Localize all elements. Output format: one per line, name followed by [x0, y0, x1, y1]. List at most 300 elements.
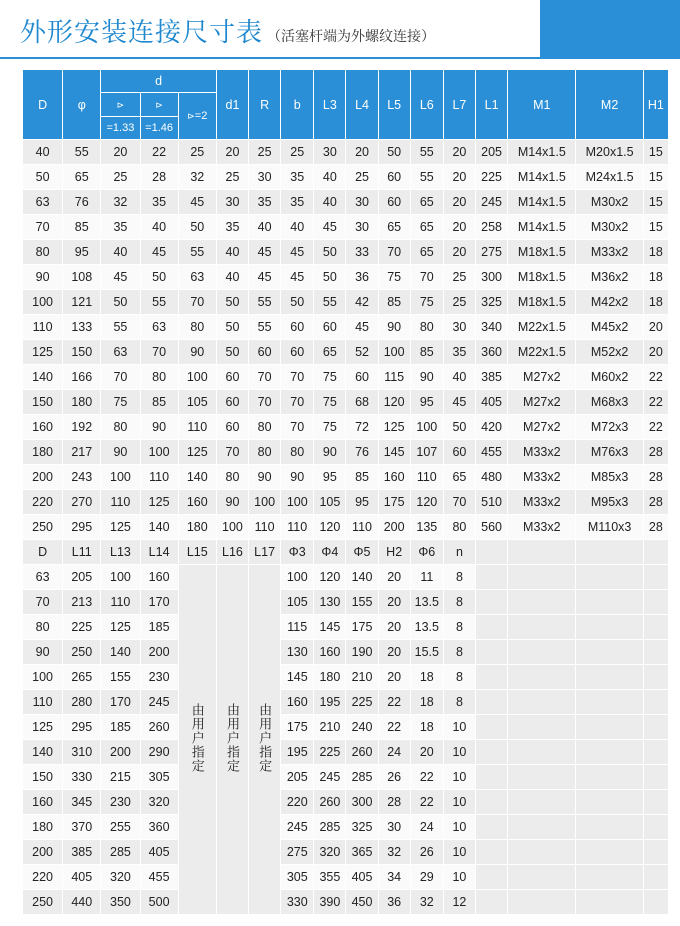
table-cell: 28	[378, 790, 410, 815]
table-cell: M33x2	[508, 440, 576, 465]
table-cell: 20	[378, 615, 410, 640]
table-cell: 70	[101, 365, 140, 390]
table-cell: M20x1.5	[576, 140, 643, 165]
table-cell: 70	[281, 415, 314, 440]
table-cell: 18	[643, 265, 668, 290]
table-cell: 70	[443, 490, 475, 515]
header-b: b	[281, 70, 314, 140]
table-cell: 20	[378, 565, 410, 590]
table-cell: 55	[63, 140, 101, 165]
table-cell: 100	[23, 665, 63, 690]
table-cell: 100	[410, 415, 443, 440]
table-cell: 26	[410, 840, 443, 865]
table-cell: 75	[314, 365, 346, 390]
table-cell: 30	[314, 140, 346, 165]
lower-header-cell: Φ3	[281, 540, 314, 565]
table-cell: 365	[346, 840, 378, 865]
table-row	[23, 565, 669, 590]
empty-cell	[576, 615, 643, 640]
table-cell: 8	[443, 565, 475, 590]
table-cell: 8	[443, 640, 475, 665]
table-cell: 80	[23, 240, 63, 265]
table-cell: 25	[249, 140, 281, 165]
table-cell: 90	[23, 265, 63, 290]
table-cell: 35	[443, 340, 475, 365]
table-cell: M27x2	[508, 390, 576, 415]
empty-cell	[576, 890, 643, 915]
user-specified-cell	[249, 565, 281, 915]
table-cell: 75	[314, 415, 346, 440]
table-cell: 90	[281, 465, 314, 490]
table-cell: 15	[643, 215, 668, 240]
table-cell: 100	[101, 565, 140, 590]
table-cell: 63	[23, 190, 63, 215]
table-cell: 60	[216, 365, 248, 390]
table-cell: 80	[23, 615, 63, 640]
table-cell: 320	[314, 840, 346, 865]
table-cell: 140	[178, 465, 216, 490]
table-cell: 195	[314, 690, 346, 715]
empty-cell	[643, 665, 668, 690]
table-cell: 355	[314, 865, 346, 890]
table-row	[23, 665, 669, 690]
table-cell: 28	[643, 515, 668, 540]
table-cell: 300	[476, 265, 508, 290]
table-cell: 40	[281, 215, 314, 240]
table-cell: 85	[140, 390, 178, 415]
table-cell: 290	[140, 740, 178, 765]
table-cell: M95x3	[576, 490, 643, 515]
table-cell: 70	[410, 265, 443, 290]
table-cell: M52x2	[576, 340, 643, 365]
table-cell: 55	[410, 165, 443, 190]
empty-cell	[508, 590, 576, 615]
table-cell: 510	[476, 490, 508, 515]
table-cell: 140	[346, 565, 378, 590]
table-cell: 65	[378, 215, 410, 240]
table-row	[23, 490, 669, 515]
header-L1: L1	[476, 70, 508, 140]
table-cell: 24	[410, 815, 443, 840]
table-row	[23, 240, 669, 265]
table-cell: 35	[249, 190, 281, 215]
table-cell: 75	[410, 290, 443, 315]
table-cell: 300	[346, 790, 378, 815]
table-cell: 85	[378, 290, 410, 315]
empty-cell	[508, 890, 576, 915]
table-cell: 45	[346, 315, 378, 340]
table-cell: 30	[249, 165, 281, 190]
table-cell: 200	[101, 740, 140, 765]
table-cell: 22	[378, 690, 410, 715]
table-cell: 50	[101, 290, 140, 315]
empty-cell	[476, 865, 508, 890]
empty-cell	[576, 590, 643, 615]
table-cell: 35	[281, 165, 314, 190]
header-d: d	[101, 70, 217, 93]
table-cell: M110x3	[576, 515, 643, 540]
table-cell: 180	[23, 440, 63, 465]
lower-body	[23, 540, 669, 915]
table-cell: 10	[443, 765, 475, 790]
table-cell: 115	[378, 365, 410, 390]
table-cell: 90	[101, 440, 140, 465]
table-row	[23, 215, 669, 240]
table-cell: 245	[140, 690, 178, 715]
table-cell: 190	[346, 640, 378, 665]
table-cell: 40	[216, 240, 248, 265]
table-cell: 285	[314, 815, 346, 840]
empty-cell	[643, 890, 668, 915]
table-cell: 110	[101, 490, 140, 515]
title-subtitle: （活塞杆端为外螺纹连接）	[267, 28, 436, 44]
table-cell: 405	[140, 840, 178, 865]
empty-cell	[508, 840, 576, 865]
table-cell: 125	[140, 490, 178, 515]
empty-cell	[508, 640, 576, 665]
table-cell: 24	[378, 740, 410, 765]
table-cell: 105	[281, 590, 314, 615]
table-cell: 80	[249, 440, 281, 465]
table-row	[23, 765, 669, 790]
table-cell: 40	[249, 215, 281, 240]
header-L7: L7	[443, 70, 475, 140]
table-cell: 170	[140, 590, 178, 615]
table-cell: 15	[643, 140, 668, 165]
table-cell: 245	[314, 765, 346, 790]
table-cell: 160	[178, 490, 216, 515]
table-cell: 215	[101, 765, 140, 790]
empty-cell	[476, 590, 508, 615]
table-cell: 125	[23, 715, 63, 740]
table-cell: 350	[101, 890, 140, 915]
table-cell: 15	[643, 165, 668, 190]
table-cell: 150	[23, 765, 63, 790]
table-cell: 50	[281, 290, 314, 315]
empty-cell	[508, 790, 576, 815]
table-cell: 25	[216, 165, 248, 190]
table-cell: 18	[410, 690, 443, 715]
table-cell: 20	[378, 665, 410, 690]
d-ratio-3: =2	[194, 110, 208, 122]
table-cell: 8	[443, 590, 475, 615]
table-cell: 60	[249, 340, 281, 365]
table-cell: 60	[346, 365, 378, 390]
empty-cell	[508, 865, 576, 890]
table-cell: 80	[410, 315, 443, 340]
table-cell: 20	[443, 140, 475, 165]
table-cell: 60	[378, 165, 410, 190]
table-cell: 385	[476, 365, 508, 390]
table-cell: 260	[140, 715, 178, 740]
table-cell: 60	[378, 190, 410, 215]
table-cell: 150	[23, 390, 63, 415]
table-cell: 55	[249, 315, 281, 340]
empty-cell	[508, 690, 576, 715]
d-ratio-2: =1.46	[140, 117, 178, 140]
table-cell: 50	[378, 140, 410, 165]
table-cell: 20	[443, 190, 475, 215]
table-cell: M60x2	[576, 365, 643, 390]
table-cell: 10	[443, 865, 475, 890]
table-cell: 180	[63, 390, 101, 415]
table-cell: 145	[314, 615, 346, 640]
table-cell: 280	[63, 690, 101, 715]
table-cell: 45	[249, 240, 281, 265]
table-cell: 20	[101, 140, 140, 165]
empty-cell	[576, 640, 643, 665]
table-cell: 50	[140, 265, 178, 290]
table-cell: 45	[140, 240, 178, 265]
table-cell: 160	[378, 465, 410, 490]
table-cell: 36	[346, 265, 378, 290]
table-cell: 110	[281, 515, 314, 540]
table-cell: 68	[346, 390, 378, 415]
table-cell: 80	[216, 465, 248, 490]
header-H1: H1	[643, 70, 668, 140]
table-cell: 390	[314, 890, 346, 915]
table-cell: 20	[443, 165, 475, 190]
empty-cell	[476, 815, 508, 840]
table-cell: 33	[346, 240, 378, 265]
table-cell: 10	[443, 840, 475, 865]
title-main: 外形安装连接尺寸表	[20, 17, 264, 47]
lower-header-cell: Φ4	[314, 540, 346, 565]
empty-cell	[643, 590, 668, 615]
table-cell: 140	[23, 365, 63, 390]
table-cell: 22	[410, 790, 443, 815]
table-cell: 160	[23, 415, 63, 440]
table-cell: 75	[314, 390, 346, 415]
table-cell: 40	[140, 215, 178, 240]
table-row	[23, 615, 669, 640]
table-cell: M14x1.5	[508, 215, 576, 240]
table-cell: 18	[410, 715, 443, 740]
table-cell: 210	[346, 665, 378, 690]
table-row	[23, 690, 669, 715]
empty-cell	[643, 640, 668, 665]
table-cell: 110	[346, 515, 378, 540]
table-cell: 20	[346, 140, 378, 165]
empty-cell	[576, 815, 643, 840]
user-specified-cell	[178, 565, 216, 915]
ratio-symbol-icon: ⊳	[101, 93, 140, 117]
table-cell: 28	[643, 440, 668, 465]
empty-cell	[576, 840, 643, 865]
table-cell: 120	[314, 515, 346, 540]
empty-cell	[476, 890, 508, 915]
table-cell: 120	[410, 490, 443, 515]
table-cell: 52	[346, 340, 378, 365]
table-cell: 130	[314, 590, 346, 615]
table-cell: 50	[216, 340, 248, 365]
table-row	[23, 390, 669, 415]
table-cell: 160	[314, 640, 346, 665]
table-cell: 230	[101, 790, 140, 815]
lower-header-cell: L14	[140, 540, 178, 565]
table-cell: 45	[281, 265, 314, 290]
table-cell: M18x1.5	[508, 290, 576, 315]
table-cell: 185	[140, 615, 178, 640]
table-cell: 25	[443, 265, 475, 290]
table-cell: M30x2	[576, 190, 643, 215]
table-cell: 75	[378, 265, 410, 290]
table-cell: 18	[643, 240, 668, 265]
table-cell: 500	[140, 890, 178, 915]
empty-cell	[508, 740, 576, 765]
table-cell: 245	[281, 815, 314, 840]
table-cell: 405	[476, 390, 508, 415]
table-cell: 250	[23, 890, 63, 915]
table-cell: 95	[346, 490, 378, 515]
table-cell: M85x3	[576, 465, 643, 490]
upper-header	[23, 70, 669, 140]
table-cell: 20	[643, 340, 668, 365]
table-cell: 90	[378, 315, 410, 340]
lower-header-cell: Φ5	[346, 540, 378, 565]
header-L6: L6	[410, 70, 443, 140]
empty-cell	[476, 615, 508, 640]
empty-cell	[576, 765, 643, 790]
table-cell: 30	[443, 315, 475, 340]
table-cell: 340	[476, 315, 508, 340]
table-cell: 55	[140, 290, 178, 315]
table-cell: 95	[314, 465, 346, 490]
table-cell: 440	[63, 890, 101, 915]
table-cell: 22	[643, 365, 668, 390]
table-cell: 100	[281, 565, 314, 590]
table-cell: 10	[443, 815, 475, 840]
table-cell: 265	[63, 665, 101, 690]
table-cell: M24x1.5	[576, 165, 643, 190]
title-bar	[0, 0, 680, 58]
table-cell: 360	[140, 815, 178, 840]
table-cell: 20	[643, 315, 668, 340]
table-row	[23, 315, 669, 340]
table-cell: 45	[443, 390, 475, 415]
lower-header-row	[23, 540, 669, 565]
table-cell: 28	[643, 490, 668, 515]
table-cell: M68x3	[576, 390, 643, 415]
table-cell: 28	[140, 165, 178, 190]
lower-header-cell: D	[23, 540, 63, 565]
table-cell: 295	[63, 515, 101, 540]
table-cell: 60	[216, 415, 248, 440]
table-cell: 55	[249, 290, 281, 315]
table-row	[23, 340, 669, 365]
table-cell: 60	[281, 315, 314, 340]
lower-header-cell: L15	[178, 540, 216, 565]
table-cell: 65	[410, 215, 443, 240]
table-cell: 245	[476, 190, 508, 215]
page-title	[20, 12, 435, 49]
table-cell: 85	[63, 215, 101, 240]
table-cell: 50	[178, 215, 216, 240]
table-cell: M22x1.5	[508, 340, 576, 365]
empty-cell	[576, 565, 643, 590]
empty-cell	[508, 615, 576, 640]
table-cell: M33x2	[508, 465, 576, 490]
table-cell: 160	[23, 790, 63, 815]
table-cell: 40	[101, 240, 140, 265]
table-cell: 295	[63, 715, 101, 740]
header-L3: L3	[314, 70, 346, 140]
table-cell: 217	[63, 440, 101, 465]
table-cell: 145	[281, 665, 314, 690]
table-cell: 20	[378, 640, 410, 665]
user-specified-note: 由用户指定	[224, 703, 240, 773]
table-cell: 330	[281, 890, 314, 915]
table-cell: M18x1.5	[508, 240, 576, 265]
table-cell: 220	[281, 790, 314, 815]
table-cell: 10	[443, 715, 475, 740]
header-M1: M1	[508, 70, 576, 140]
table-cell: 80	[178, 315, 216, 340]
table-cell: 90	[410, 365, 443, 390]
table-cell: 155	[101, 665, 140, 690]
table-cell: 26	[378, 765, 410, 790]
table-cell: 110	[23, 315, 63, 340]
table-row	[23, 140, 669, 165]
table-cell: 260	[346, 740, 378, 765]
empty-cell	[643, 740, 668, 765]
table-cell: 310	[63, 740, 101, 765]
table-cell: 50	[216, 290, 248, 315]
dimension-table	[22, 69, 669, 915]
table-cell: 133	[63, 315, 101, 340]
table-cell: M18x1.5	[508, 265, 576, 290]
table-cell: 45	[314, 215, 346, 240]
table-cell: 20	[216, 140, 248, 165]
table-cell: 70	[249, 390, 281, 415]
table-cell: 40	[314, 165, 346, 190]
table-cell: 230	[140, 665, 178, 690]
table-cell: 200	[140, 640, 178, 665]
table-cell: 160	[140, 565, 178, 590]
table-cell: 258	[476, 215, 508, 240]
table-cell: 100	[140, 440, 178, 465]
empty-cell	[643, 690, 668, 715]
table-cell: 125	[101, 615, 140, 640]
table-cell: 125	[101, 515, 140, 540]
table-cell: 42	[346, 290, 378, 315]
table-cell: 76	[63, 190, 101, 215]
table-cell: 121	[63, 290, 101, 315]
empty-cell	[476, 715, 508, 740]
table-cell: 60	[216, 390, 248, 415]
table-cell: 10	[443, 740, 475, 765]
table-cell: 70	[178, 290, 216, 315]
table-cell: 22	[643, 415, 668, 440]
table-cell: 22	[410, 765, 443, 790]
table-cell: 205	[281, 765, 314, 790]
table-cell: 22	[378, 715, 410, 740]
table-cell: 70	[281, 390, 314, 415]
table-cell: 110	[249, 515, 281, 540]
table-cell: 135	[410, 515, 443, 540]
empty-cell	[476, 765, 508, 790]
table-cell: 320	[140, 790, 178, 815]
table-cell: 72	[346, 415, 378, 440]
table-row	[23, 190, 669, 215]
table-cell: 30	[346, 190, 378, 215]
table-cell: 275	[281, 840, 314, 865]
table-cell: 80	[281, 440, 314, 465]
table-cell: 65	[410, 190, 443, 215]
table-cell: 75	[101, 390, 140, 415]
user-specified-cell	[216, 565, 248, 915]
table-cell: 192	[63, 415, 101, 440]
